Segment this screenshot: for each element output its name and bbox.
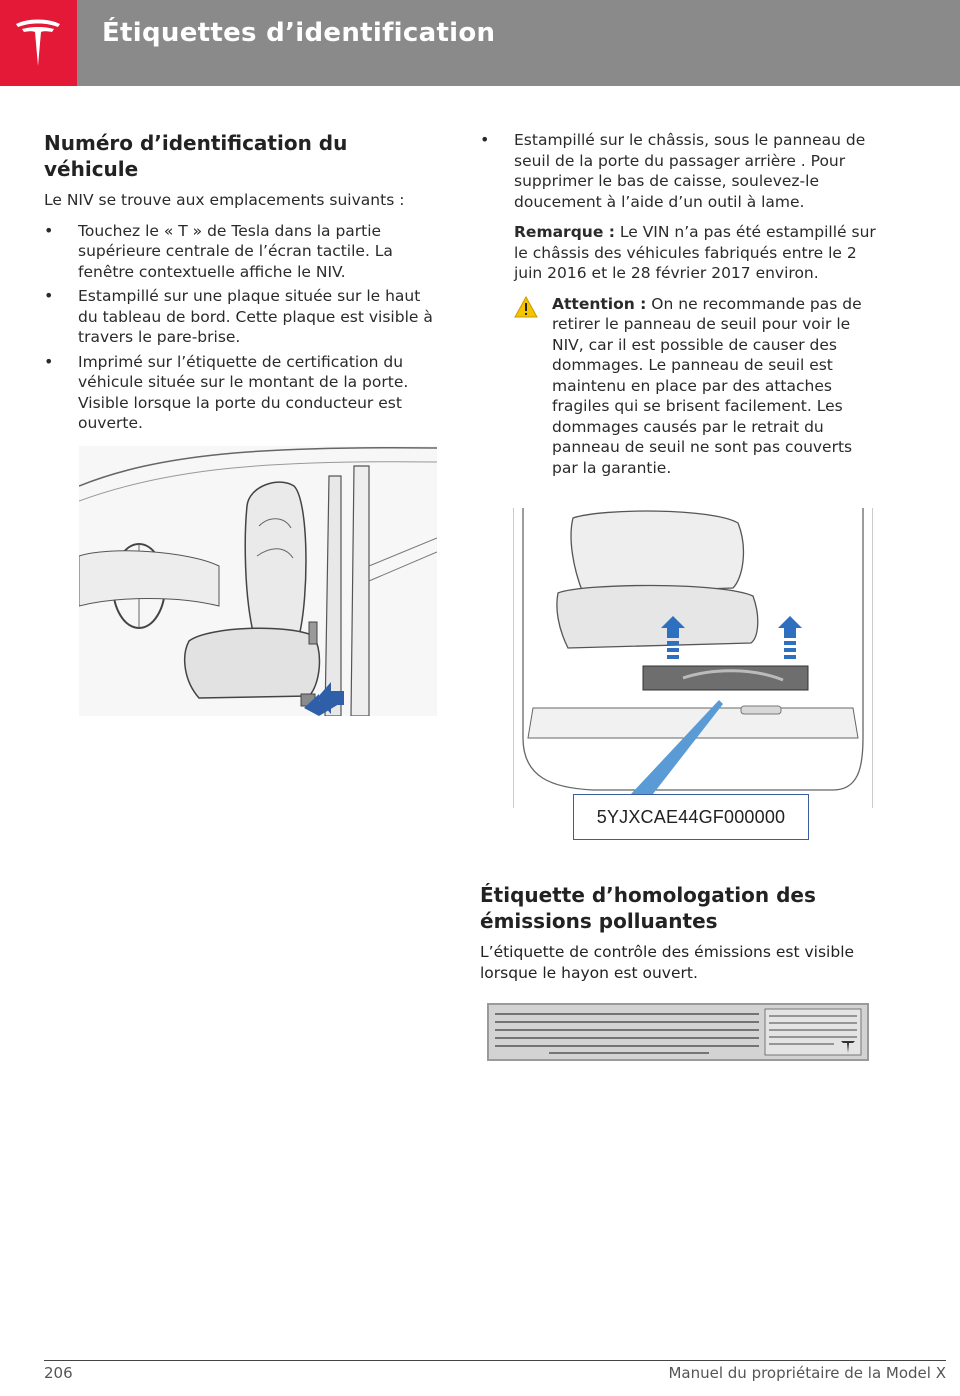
- note-text: Le VIN n’a pas été estampillé sur le châssis des véhicules fabriqués entre le 2 juin 2016 et le 28 février 2017 environ.: [514, 223, 876, 282]
- list-item: • Estampillé sur le châssis, sous le panneau de seuil de la porte du passager arrière . Pour supprimer le bas de caisse, soulevez-le doucement à l’aide d’un outil à lame.: [480, 130, 880, 212]
- tesla-logo-icon: [14, 16, 62, 70]
- emission-label-illustration: [487, 1003, 869, 1061]
- page-title: Étiquettes d’identification: [102, 18, 496, 48]
- warning-text: On ne recommande pas de retirer le panneau de seuil pour voir le NIV, car il est possible de causer des dommages. Le panneau de seuil est maintenu en place par des attaches fragiles qui se brisent facilement. Les dommages causés par le retrait du panneau de seuil ne sont pas couverts par la garantie.: [552, 294, 862, 477]
- chassis-illustration: [513, 508, 873, 844]
- right-column: [480, 130, 880, 488]
- note-label: Remarque :: [514, 223, 615, 241]
- note: [514, 222, 880, 284]
- list-item: • Touchez le « T » de Tesla dans la partie supérieure centrale de l’écran tactile. La fenêtre contextuelle affiche le NIV.: [44, 221, 436, 283]
- manual-title: Manuel du propriétaire de la Model X: [668, 1364, 946, 1382]
- emission-text: L’étiquette de contrôle des émissions est visible lorsque le hayon est ouvert.: [480, 943, 855, 982]
- vin-location-list: [44, 221, 436, 434]
- warning-label: Attention :: [552, 294, 647, 313]
- tesla-logo: [0, 0, 77, 86]
- warning: [552, 294, 880, 479]
- list-item: • Estampillé sur une plaque située sur le haut du tableau de bord. Cette plaque est visible à travers le pare-brise.: [44, 286, 436, 348]
- emission-label: [487, 1003, 869, 1061]
- emission-heading: Étiquette d’homologation des émissions polluantes: [480, 883, 816, 933]
- vin-example-box: 5YJXCAE44GF000000: [573, 794, 809, 840]
- vin-intro: Le NIV se trouve aux emplacements suivants :: [44, 191, 405, 209]
- left-column: [44, 130, 436, 438]
- emission-section: [480, 882, 880, 993]
- warning-icon: [514, 296, 538, 324]
- page-number: 206: [44, 1364, 73, 1382]
- vin-location-list-continued: [480, 130, 880, 212]
- door-pillar-illustration: [79, 446, 437, 716]
- vin-heading: Numéro d’identification du véhicule: [44, 131, 348, 181]
- footer-divider: [44, 1360, 946, 1361]
- list-item: • Imprimé sur l’étiquette de certification du véhicule située sur le montant de la porte. Visible lorsque la porte du conducteur est ouverte.: [44, 352, 436, 434]
- page-header: [0, 0, 960, 86]
